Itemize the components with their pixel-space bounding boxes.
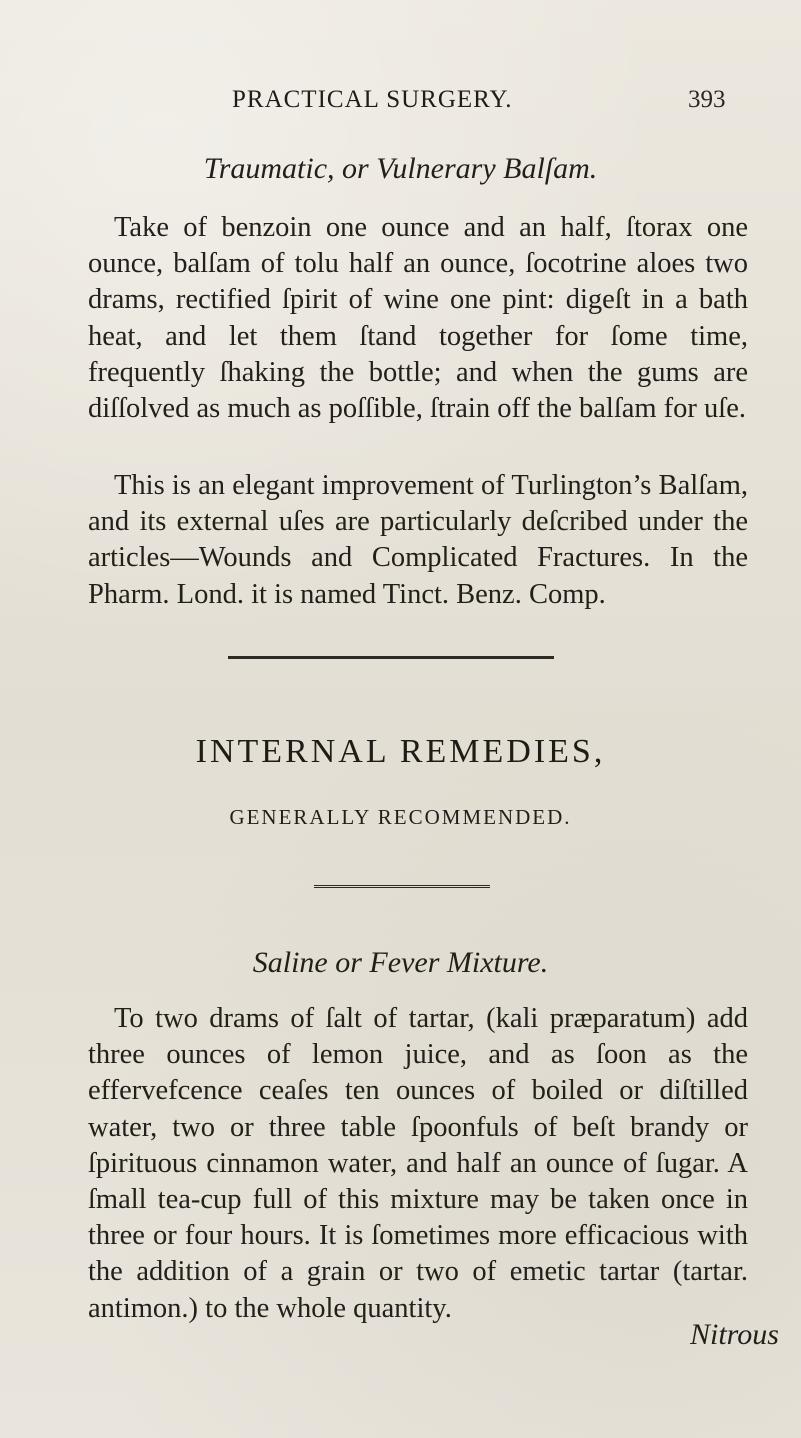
balsam-paragraph-1: Take of benzoin one ounce and an half, ſtorax one ounce, balſam of tolu half an ounce, ſocotrine aloes two drams, rectified ſpirit of wine one pint: digeſt in a bath heat, and let them ſtand together for ſome time, frequently ſhaking the bottle; and when the gums are diſſolved as much as poſſible, ſtrain off the balſam for uſe. [88, 212, 748, 425]
internal-remedies-heading: INTERNAL REMEDIES, [195, 733, 606, 770]
balsam-title: Traumatic, or Vulnerary Balſam. [203, 152, 598, 185]
mixture-title: Saline or Fever Mixture. [252, 946, 549, 979]
internal-remedies-subheading: GENERALLY RECOMMENDED. [229, 805, 572, 829]
catchword: Nitrous [690, 1318, 779, 1351]
section-divider-bottom [314, 885, 490, 893]
page-header [0, 86, 801, 122]
section-divider-top [228, 656, 554, 659]
mixture-paragraph: To two drams of ſalt of tartar, (kali præparatum) add three ounces of lemon juice, and as ſoon as the effervefcence ceaſes ten ounces of boiled or diſtilled water, two or three table ſpoonfuls of beſt brandy or ſpirituous cinnamon water, and half an ounce of ſugar. A ſmall tea-cup full of this mixture may be taken once in three or four hours. It is ſometimes more efficacious with the addition of a grain or two of emetic tartar (tartar. antimon.) to the whole quantity. [88, 1003, 748, 1324]
page-number: 393 [688, 86, 726, 113]
balsam-paragraph-2: This is an elegant improvement of Turlington’s Balſam, and its external uſes are particularly deſcribed under the articles—Wounds and Complicated Fractures. In the Pharm. Lond. it is named Tinct. Benz. Comp. [88, 470, 748, 610]
running-head: PRACTICAL SURGERY. [232, 86, 513, 113]
